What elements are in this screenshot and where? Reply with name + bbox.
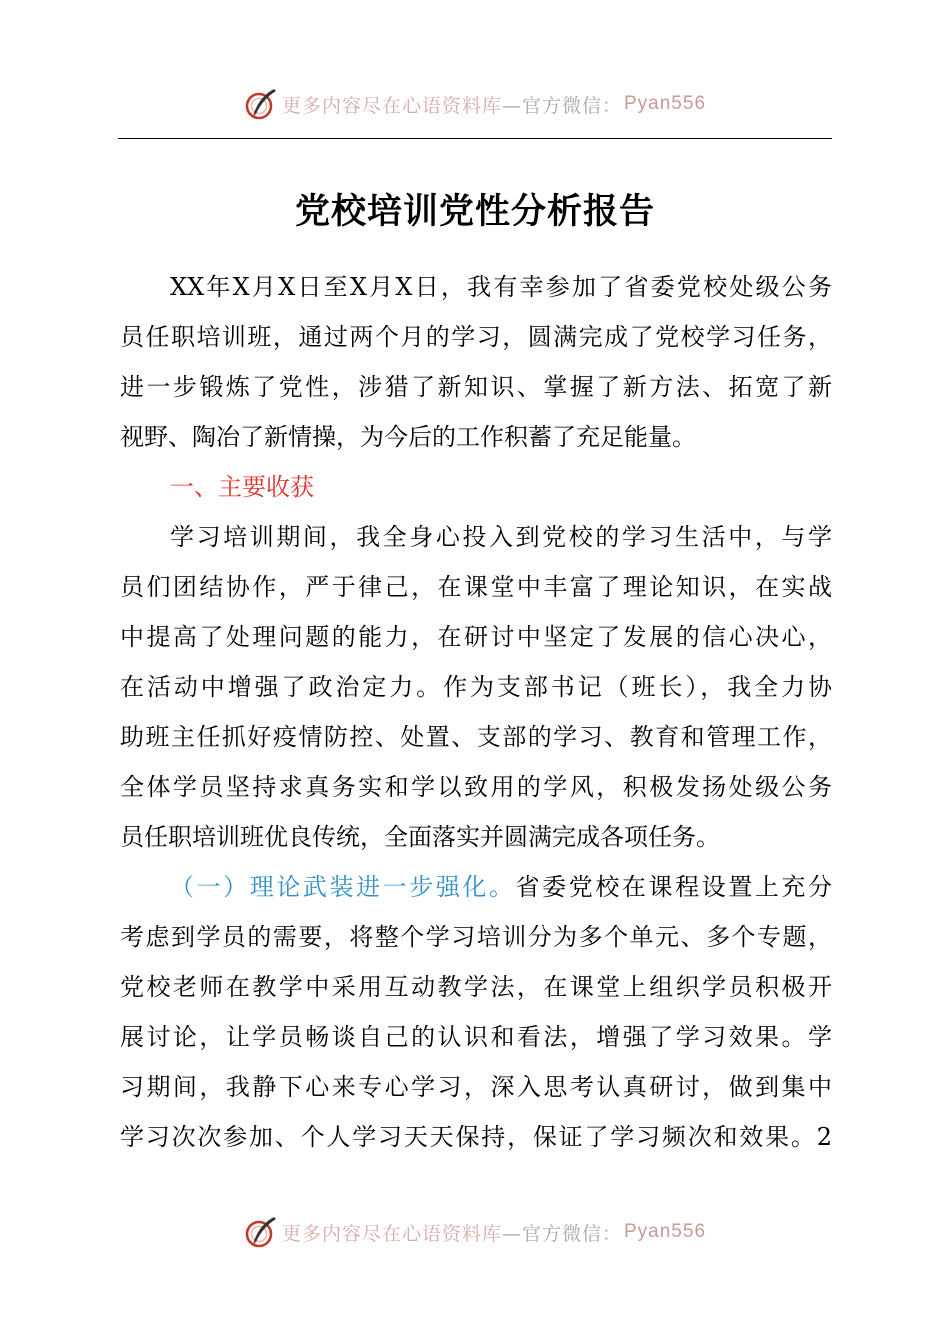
intro-line-1: XX年X月X日至X月X日，我有幸参加了省委党校处级公务 (170, 273, 832, 301)
intro-line-3: 进一步锻炼了党性，涉猎了新知识、掌握了新方法、拓宽了新 (120, 373, 832, 401)
sub1-line-1-text: 省委党校在课程设置上充分 (515, 873, 833, 901)
sub1-line-4: 展讨论，让学员畅谈自己的认识和看法，增强了学习效果。学 (120, 1023, 832, 1051)
footer-text-site: 更多内容尽在心语资料库 (281, 1222, 502, 1245)
header-text-site: 更多内容尽在心语资料库 (281, 94, 502, 117)
page-footer (0, 1212, 950, 1252)
footer-text-wechat-label: —官方微信： (501, 1222, 622, 1245)
sub1-line-5: 习期间，我静下心来专心学习，深入思考认真研讨，做到集中 (120, 1073, 832, 1101)
page-header (0, 84, 950, 124)
header-text-wechat-label: —官方微信： (501, 94, 622, 117)
document-title: 党校培训党性分析报告 (294, 192, 655, 232)
subsection-heading-theory: （一）理论武装进一步强化。 (170, 873, 516, 901)
intro-line-2: 员任职培训班，通过两个月的学习，圆满完成了党校学习任务， (120, 323, 832, 351)
section1-line-4: 在活动中增强了政治定力。作为支部书记（班长），我全力协 (120, 673, 832, 701)
section1-line-5: 助班主任抓好疫情防控、处置、支部的学习、教育和管理工作， (120, 723, 832, 751)
section1-line-1: 学习培训期间，我全身心投入到党校的学习生活中，与学 (170, 523, 832, 551)
footer-text-wechat-id: Pyan556 (624, 1221, 707, 1242)
section1-line-7: 员任职培训班优良传统，全面落实并圆满完成各项任务。 (120, 823, 720, 851)
sub1-line-3: 党校老师在教学中采用互动教学法，在课堂上组织学员积极开 (120, 973, 832, 1001)
section1-line-6: 全体学员坚持求真务实和学以致用的学风，积极发扬处级公务 (120, 773, 832, 801)
quill-pen-logo-icon (244, 87, 278, 121)
sub1-line-1 (170, 870, 832, 904)
header-text-wechat-id: Pyan556 (624, 93, 707, 114)
section1-line-3: 中提高了处理问题的能力，在研讨中坚定了发展的信心决心， (120, 623, 832, 651)
section-heading-main-gains: 一、主要收获 (170, 473, 314, 501)
header-rule (118, 138, 832, 139)
intro-line-4: 视野、陶冶了新情操，为今后的工作积蓄了充足能量。 (120, 423, 696, 451)
sub1-line-2: 考虑到学员的需要，将整个学习培训分为多个单元、多个专题， (120, 923, 832, 951)
section1-line-2: 员们团结协作，严于律己，在课堂中丰富了理论知识，在实战 (120, 573, 832, 601)
sub1-line-6: 学习次次参加、个人学习天天保持，保证了学习频次和效果。2 (120, 1123, 832, 1151)
quill-pen-logo-icon (244, 1215, 278, 1249)
